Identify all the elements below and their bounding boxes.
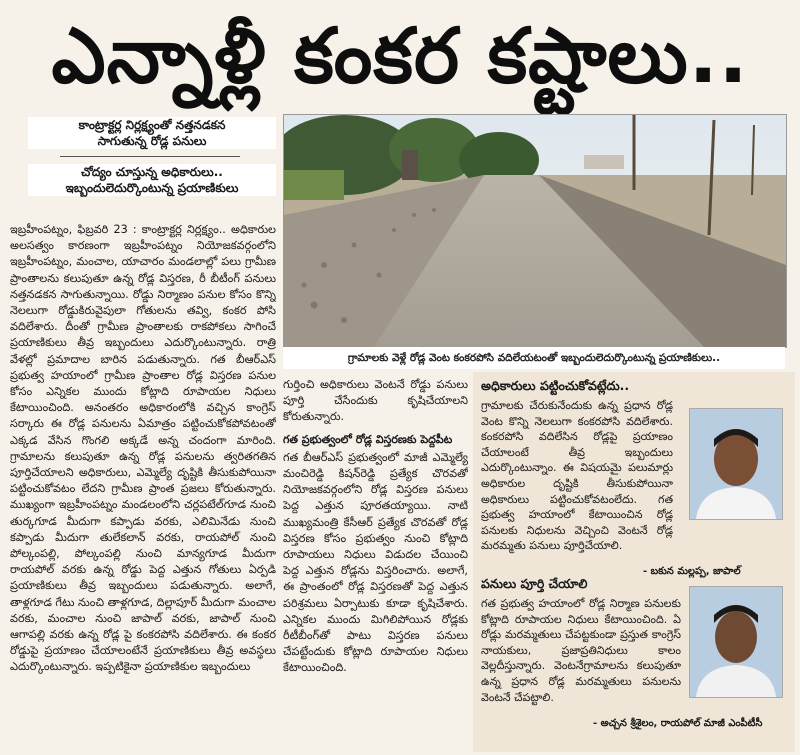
column-2-intro: గుర్తించి అధికారులు వెంటనే రోడ్డు పనులు పూర్తి చేసేందుకు కృషిచేయాలని కోరుతున్నారు. <box>283 378 468 424</box>
quote-2-portrait <box>689 586 783 698</box>
subhead-commuter-trouble <box>28 164 276 196</box>
article-body-column-2 <box>283 377 468 752</box>
subhead-line: కాంట్రాక్టర్ల నిర్లక్ష్యంతో నత్తనడకన <box>78 118 226 132</box>
column-2-body: గత బీఆర్ఎస్ ప్రభుత్వంలో మాజీ ఎమ్మెల్యే మంచిరెడ్డి కిషన్‌రెడ్డి ప్రత్యేక చొరవతో నియోజకవర్గంలోని రోడ్ల విస్తరణ పనులు పెద్ద ఎత్తున పూరతయ్యాయి. నాటి ముఖ్యమంత్రి కేసీఆర్ ప్రత్యేక చొరవతో రోడ్ల విస్తరణ కోసం ప్రభుత్వం నుంచి కోట్లాది రూపాయలు నిధులు విడుదల చేయించి పెద్ద ఎత్తున రోడ్లను విస్తరించారు. అలాగే, ఈ ప్రాంతంలో రోడ్ల విస్తరణతో పెద్ద ఎత్తున పరిశ్రమలు ఏర్పాటుకు కూడా కృషిచేశారు. ఎన్నికల ముందు మిగిలిపోయిన రోడ్లకు రీటీబీంగ్‌తో పాటు విస్తరణ పనులు చేపట్టేందుకు కోట్లాది రూపాయల నిధులు కేటాయించింది. <box>283 450 468 675</box>
photo-caption: గ్రామాలకు వెళ్లే రోడ్ల వెంట కంకరపోసి వదిలేయటంతో ఇబ్బందులెదుర్కొంటున్న ప్రయాణికులు.. <box>283 347 785 369</box>
headline: ఎన్నాళ్లీ కంకర కష్టాలు.. <box>51 11 749 100</box>
quote-1-text: గ్రామాలకు చేరుకునేందుకు ఉన్న ప్రధాన రోడ్ల వెంట కొన్ని నెలలుగా కంకరపోసి వదిలేశారు. కంకరపోసి వదిలేసిన రోడ్లపై ప్రయాణం చేయాలంటే తీవ్ర ఇబ్బందులు ఎదుర్కొంటున్నాం. ఈ విషయమై పలుమార్లు అధికారుల దృష్టికి తీసుకుపోయినా అధికారులు పట్టించుకోవటంలేదు. గత ప్రభుత్వ హయాంలో కేటాయించిన రోడ్ల పనులకు నిధులను వెచ్చించి వెంటనే రోడ్ల మరమ్మతు పనులు పూర్తిచేయాలి. <box>481 399 673 553</box>
subhead-contractor-negligence <box>28 117 276 149</box>
road-photo <box>283 114 787 348</box>
quote-2-title: పనులు పూర్తి చేయాలి <box>481 576 588 591</box>
subhead-line: చోద్యం చూస్తున్న అధికారులు.. <box>81 165 223 179</box>
section-title-past-government: గత ప్రభుత్వంలో రోడ్ల విస్తరణకు పెద్దపీట <box>283 432 453 446</box>
quote-2-text: గత ప్రభుత్వ హయాంలో రోడ్ల నిర్మాణ పనులకు కోట్లాది రూపాయల నిధులు కేటాయించింది. ఏ రోడ్లు మరమ్మతులు చేపట్టకుండా ప్రస్తుత కాంగ్రెస్ నాయకులు, ప్రజాప్రతినిధులు కాలం వెల్లదీస్తున్నారు. వెంటనేగ్రామాలను కలుపుతూ ఉన్న ప్రధాన రోడ్ల మరమ్మతులు పనులను వెంటనే చేపట్టాలి. <box>481 597 681 704</box>
quote-1-title: అధికారులు పట్టించుకోవట్లేదు.. <box>481 378 630 393</box>
article-body-column-1: ఇబ్రహీంపట్నం, ఫిబ్రవరి 23 : కాంట్రాక్టర్ల నిర్లక్ష్యం.. అధికారుల అలసత్వం కారణంగా ఇబ్రహీంపట్నం నియోజకవర్గంలోని ఇబ్రహీంపట్నం, మంచాల, యాచారం మండలాల్లో పలు గ్రామీణ ప్రాంతాలను కలుపుతూ ఉన్న రోడ్ల విస్తరణ, రీ బీటీంగ్ పనులు నత్తనడకన సాగుతున్నాయి. రోడ్డు నిర్మాణం పనుల కోసం కొన్ని నెలలుగా రోడ్డుకిరువైపులా గోతులను తవ్వి, కంకర పోసి వదిలేశారు. దీంతో గ్రామీణ ప్రాంతాలకు రాకపోకలు సాగించే ప్రయాణికులు తీవ్ర ఇబ్బందులు ఎదుర్కొంటున్నారు. రాత్రి వేళల్లో ప్రమాదాల బారిన పడుతున్నారు. గత బీఆర్ఎస్ ప్రభుత్వ హయాంలో గ్రామీణ ప్రాంతాల రోడ్ల విస్తరణ పనుల కోసం ఎన్నికల ముందు కోట్లాది రూపాయల నిధులు కేటాయించింది. అనంతరం అధికారంలోకి వచ్చిన కాంగ్రెస్ సర్కారు ఈ రోడ్ల పనులను ఏమాత్రం పట్టించుకోకపోవటంతో ఎక్కడ వేసిన గొంగలి అక్కడే అన్న చందంగా మారింది. గ్రామాలను కలుపుతూ ఉన్న రోడ్ల పనులను త్వరితగతిన పూర్తిచేయాలని అధికారులు, ఎమ్మెల్యే దృష్టికి తీసుకుపోయినా పట్టించుకోవటం లేదని గ్రామీణ ప్రాంత ప్రజలు కోరుతున్నారు. ముఖ్యంగా ఇబ్రహీంపట్నం మండలంలోని చర్లపటేల్‌గూడ నుంచి తుర్కగూడ మీదుగా కప్పాడు వరకు, ఎలిమినేడు నుంచి కప్పాడు మీదుగా తులేకలాన్ వరకు, రాయపోల్ నుంచి పోల్కంపల్లి, పోల్కంపల్లి నుంచి మాన్యగూడ మీదుగా రాయపోల్ వరకు ఉన్న రోడ్డు పెద్ద ఎత్తున గోతులు ఏర్పడి ప్రయాణికులు తీవ్ర ఇబ్బందులు పడుతున్నారు. అలాగే, తాళ్లగూడ గేటు నుంచి తాళ్లగూడ, దిల్లాపూర్ మీదుగా మంచాల వరకు, మంచాల నుంచి జాపాల్ వరకు, జాపాల్ నుంచి ఆగాపల్లి వరకు ఉన్న రోడ్ల పై కంకరపోసి వదిలేశారు. ఈ కంకర రోడ్డుపై ప్రయాణం చేయాలంటేనే ప్రయాణికులు తీవ్ర అవస్థలు ఎదుర్కొంటున్నారు. ఇప్పటికైనా ప్రయాణికుల ఇబ్బందులు <box>10 223 276 674</box>
divider <box>60 156 240 157</box>
quotes-sidebar <box>473 372 795 752</box>
quote-1-attribution: - బకున మల్లప్ప, జాపాల్ <box>643 566 741 577</box>
subhead-line: సాగుతున్న రోడ్ల పనులు <box>97 134 207 148</box>
subhead-line: ఇబ్బందులెదుర్కొంటున్న ప్రయాణికులు <box>65 181 239 195</box>
quote-2-attribution: - అచ్చన శ్రీశైలం, రాయపోల్ మాజీ ఎంపీటీసీ <box>593 718 763 729</box>
quote-1-portrait <box>689 408 783 520</box>
